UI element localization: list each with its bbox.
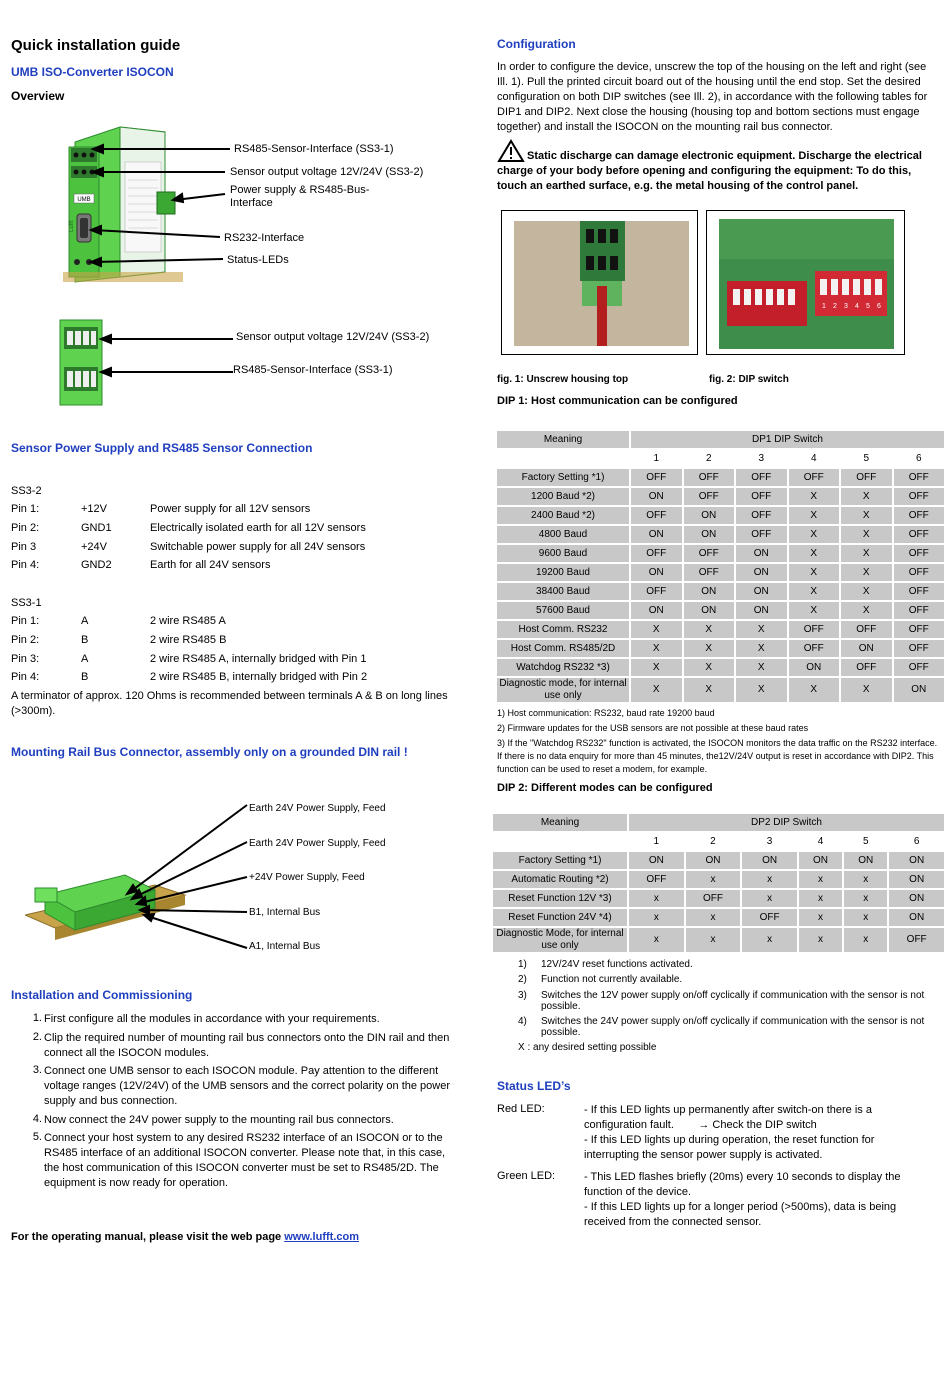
dip1-value-cell: X: [736, 640, 787, 657]
green-led-text-1: - This LED flashes briefly (20ms) every 10 seconds to display the function of the device.: [584, 1171, 901, 1198]
dip1-value-cell: X: [789, 564, 840, 581]
dip1-value-cell: X: [841, 602, 892, 619]
dip2-value-cell: x: [799, 871, 842, 888]
dip2-value-cell: ON: [799, 852, 842, 869]
dip2-value-cell: ON: [889, 890, 944, 907]
callout-connector-voltage: Sensor output voltage 12V/24V (SS3-2): [236, 331, 430, 343]
dip2-value-cell: x: [799, 928, 842, 952]
connector-illustration: [55, 315, 255, 410]
dip1-meaning-cell: 57600 Baud: [497, 602, 629, 619]
dip1-value-cell: X: [789, 526, 840, 543]
dip1-value-cell: ON: [684, 602, 735, 619]
dip1-table: [495, 429, 946, 704]
dip1-value-cell: OFF: [631, 583, 682, 600]
dip1-row: [497, 469, 944, 486]
dip1-meaning-cell: Watchdog RS232 *3): [497, 659, 629, 676]
dip1-value-cell: X: [631, 640, 682, 657]
dip1-value-cell: X: [841, 583, 892, 600]
pin-row: Pin 3: A 2 wire RS485 A, internally bridged with Pin 1: [11, 653, 367, 665]
dip1-value-cell: OFF: [789, 640, 840, 657]
dip1-value-cell: ON: [631, 526, 682, 543]
install-section-title: Installation and Commissioning: [11, 988, 193, 1002]
svg-text:1: 1: [822, 303, 826, 310]
fig2-photo: [706, 210, 905, 355]
arrow-right-icon: →: [698, 1119, 710, 1131]
dip1-value-cell: ON: [894, 678, 945, 702]
dip1-value-cell: OFF: [894, 545, 945, 562]
dip1-value-cell: ON: [631, 488, 682, 505]
dip1-column-row: 1 2 3 4 5 6: [653, 452, 922, 464]
status-section-title: Status LED’s: [497, 1079, 571, 1093]
dip1-value-cell: OFF: [894, 583, 945, 600]
dip1-value-cell: X: [841, 545, 892, 562]
dip2-value-cell: x: [742, 890, 797, 907]
dip2-meaning-cell: Reset Function 12V *3): [493, 890, 627, 907]
svg-text:2: 2: [833, 303, 837, 310]
rail-callout-b1: B1, Internal Bus: [249, 907, 321, 918]
dip2-value-cell: x: [686, 928, 741, 952]
dip1-value-cell: ON: [631, 564, 682, 581]
dip2-value-cell: x: [742, 871, 797, 888]
dip1-note: 3) If the "Watchdog RS232" function is activated, the ISOCON monitors the data traffic on the RS232 interface. If there is no data enquiry for more than 45 minutes, the12V/24V output is reset in accordance with DIP2. This function can be used to reset a modem, for example.: [497, 738, 938, 774]
dip1-switch-header: DP1 DIP Switch: [631, 431, 944, 448]
dip1-value-cell: ON: [736, 583, 787, 600]
rail-callout-earth-2: Earth 24V Power Supply, Feed: [249, 838, 386, 849]
dip1-row: [497, 640, 944, 657]
callout-rs485-sensor: RS485-Sensor-Interface (SS3-1): [234, 143, 394, 155]
dip1-row: [497, 659, 944, 676]
callout-sensor-voltage: Sensor output voltage 12V/24V (SS3-2): [230, 166, 424, 178]
dip2-switch-header: DP2 DIP Switch: [629, 814, 944, 831]
dip1-value-cell: OFF: [789, 469, 840, 486]
dip2-value-cell: x: [844, 871, 887, 888]
dip1-value-cell: OFF: [684, 545, 735, 562]
dip2-header-row: [493, 814, 944, 831]
dip2-value-cell: ON: [889, 871, 944, 888]
dip2-row: [493, 871, 944, 888]
dip1-row: [497, 678, 944, 702]
dip1-value-cell: ON: [841, 640, 892, 657]
dip2-value-cell: OFF: [742, 909, 797, 926]
dip1-row: [497, 602, 944, 619]
dip1-value-cell: X: [841, 488, 892, 505]
svg-text:5: 5: [866, 303, 870, 310]
config-body: In order to configure the device, unscrew the top of the housing on the left and right (see Ill. 1). Pull the printed circuit board out of the housing until the end stop. Set the desired configuration on both DIP switches (see Ill. 2), in accordance with the following tables for DIP1 and DIP2. Next close the housing (housing top and bottom sections must engage together) and install the ISOCON on the mounting rail bus connector.: [497, 61, 928, 133]
ss32-label: SS3-2: [11, 485, 42, 497]
dip1-value-cell: X: [684, 640, 735, 657]
dip2-value-cell: x: [629, 909, 684, 926]
dip1-value-cell: OFF: [631, 545, 682, 562]
pin-row: Pin 1: A 2 wire RS485 A: [11, 615, 226, 627]
dip1-value-cell: X: [631, 621, 682, 638]
dip1-value-cell: ON: [736, 564, 787, 581]
dip1-value-cell: ON: [631, 602, 682, 619]
install-step: 4. Now connect the 24V power supply to the mounting rail bus connectors.: [32, 1113, 394, 1126]
svg-text:4: 4: [855, 303, 859, 310]
dip1-value-cell: OFF: [841, 659, 892, 676]
svg-text:3: 3: [844, 303, 848, 310]
dip2-heading: DIP 2: Different modes can be configured: [497, 782, 713, 794]
dip2-value-cell: OFF: [889, 928, 944, 952]
install-step: 2. Clip the required number of mounting rail bus connectors onto the DIN rail and then connect all the ISOCON modules.: [32, 1031, 450, 1059]
callout-status-leds: Status-LEDs: [227, 254, 289, 266]
dip1-value-cell: OFF: [894, 564, 945, 581]
terminator-note: A terminator of approx. 120 Ohms is recommended between terminals A & B on long lines (>300m).: [11, 690, 448, 717]
dip1-value-cell: X: [841, 526, 892, 543]
dip1-value-cell: OFF: [736, 488, 787, 505]
overview-heading: Overview: [11, 89, 65, 103]
dip1-value-cell: X: [789, 507, 840, 524]
rail-section-title: Mounting Rail Bus Connector, assembly only on a grounded DIN rail !: [11, 745, 408, 759]
dip1-value-cell: X: [789, 678, 840, 702]
dip2-value-cell: x: [686, 909, 741, 926]
warning-text: Static discharge can damage electronic equipment. Discharge the electrical charge of your body before opening and configuring the equipment: To do this, touch an earthed surface, e.g. the metal housing of the control panel.: [497, 150, 922, 192]
dip1-meaning-cell: 19200 Baud: [497, 564, 629, 581]
fig1-caption: fig. 1: Unscrew housing top: [497, 374, 629, 385]
dip1-value-cell: OFF: [894, 526, 945, 543]
dip1-value-cell: OFF: [894, 469, 945, 486]
dip1-header-row: [497, 431, 944, 448]
rail-callout-a1: A1, Internal Bus: [249, 941, 321, 952]
dip2-value-cell: OFF: [629, 871, 684, 888]
pin-row: Pin 3 +24V Switchable power supply for all 24V sensors: [11, 541, 366, 553]
red-led-label: Red LED:: [497, 1103, 545, 1115]
dip1-meaning-cell: 1200 Baud *2): [497, 488, 629, 505]
dip2-meaning-header: Meaning: [493, 814, 627, 831]
red-led-text-1: - If this LED lights up permanently after switch-on there is a configuration fault. → Check the DIP switch: [584, 1104, 872, 1131]
dip1-value-cell: OFF: [631, 507, 682, 524]
dip2-meaning-cell: Factory Setting *1): [493, 852, 627, 869]
rail-bus-connector-illustration: [25, 800, 255, 975]
dip1-note: 1) Host communication: RS232, baud rate 19200 baud: [497, 708, 715, 718]
dip2-column-row: 1 2 3 4 5 6: [653, 835, 920, 847]
dip2-value-cell: x: [799, 909, 842, 926]
dip1-heading: DIP 1: Host communication can be configured: [497, 395, 738, 407]
pin-row: Pin 2: GND1 Electrically isolated earth for all 12V sensors: [11, 522, 366, 534]
dip1-value-cell: OFF: [894, 640, 945, 657]
dip2-value-cell: x: [629, 928, 684, 952]
svg-text:6: 6: [877, 303, 881, 310]
dip2-meaning-cell: Automatic Routing *2): [493, 871, 627, 888]
dip2-value-cell: x: [742, 928, 797, 952]
dip1-row: [497, 545, 944, 562]
dip1-meaning-cell: Host Comm. RS485/2D: [497, 640, 629, 657]
dip2-value-cell: x: [686, 871, 741, 888]
install-step: 3. Connect one UMB sensor to each ISOCON module. Pay attention to the different voltage ranges (12V/24V) of the UMB sensors and the correct polarity on the power supply and bus connection.: [32, 1064, 450, 1107]
dip1-value-cell: ON: [789, 659, 840, 676]
green-led-label: Green LED:: [497, 1170, 556, 1182]
dip1-value-cell: ON: [684, 507, 735, 524]
dip1-value-cell: OFF: [789, 621, 840, 638]
dip1-meaning-cell: Diagnostic mode, for internal use only: [497, 678, 629, 702]
dip2-value-cell: OFF: [686, 890, 741, 907]
dip1-value-cell: X: [841, 564, 892, 581]
dip2-row: [493, 928, 944, 952]
dip2-meaning-cell: Diagnostic Mode, for internal use only: [493, 928, 627, 952]
dip2-value-cell: ON: [742, 852, 797, 869]
dip1-meaning-cell: 4800 Baud: [497, 526, 629, 543]
dip1-value-cell: X: [789, 545, 840, 562]
pin-row: Pin 4: B 2 wire RS485 B, internally bridged with Pin 2: [11, 671, 368, 683]
lufft-website-link[interactable]: www.lufft.com: [284, 1231, 359, 1243]
dip1-value-cell: X: [841, 678, 892, 702]
dip1-row: [497, 621, 944, 638]
dip2-row: [493, 852, 944, 869]
dip1-value-cell: OFF: [684, 564, 735, 581]
green-led-text-2: - If this LED lights up for a longer period (>500ms), data is being received from the connected sensor.: [584, 1201, 897, 1228]
dip1-value-cell: OFF: [841, 621, 892, 638]
dip1-value-cell: X: [736, 678, 787, 702]
product-subtitle: UMB ISO-Converter ISOCON: [11, 65, 174, 79]
dip1-value-cell: OFF: [736, 507, 787, 524]
dip1-value-cell: X: [736, 621, 787, 638]
dip1-meaning-cell: 2400 Baud *2): [497, 507, 629, 524]
dip1-row: [497, 583, 944, 600]
dip2-table: [491, 812, 946, 954]
rail-callout-earth-1: Earth 24V Power Supply, Feed: [249, 803, 386, 814]
config-section-title: Configuration: [497, 37, 576, 51]
dip2-value-cell: x: [799, 890, 842, 907]
dip1-value-cell: OFF: [894, 488, 945, 505]
dip1-value-cell: ON: [684, 526, 735, 543]
pin-row: Pin 2: B 2 wire RS485 B: [11, 634, 227, 646]
svg-text:Lufft: Lufft: [69, 220, 75, 232]
install-step: 1. First configure all the modules in accordance with your requirements.: [32, 1012, 380, 1025]
dip2-value-cell: ON: [889, 909, 944, 926]
sensor-section-title: Sensor Power Supply and RS485 Sensor Connection: [11, 441, 313, 455]
dip1-meaning-cell: Factory Setting *1): [497, 469, 629, 486]
dip2-value-cell: ON: [844, 852, 887, 869]
dip1-row: [497, 507, 944, 524]
dip1-row: [497, 564, 944, 581]
dip1-value-cell: X: [841, 507, 892, 524]
dip1-row: [497, 526, 944, 543]
dip1-value-cell: OFF: [894, 507, 945, 524]
dip1-value-cell: X: [684, 621, 735, 638]
dip1-meaning-cell: 9600 Baud: [497, 545, 629, 562]
callout-connector-rs485: RS485-Sensor-Interface (SS3-1): [233, 364, 393, 376]
dip2-value-cell: x: [844, 909, 887, 926]
dip1-value-cell: OFF: [736, 469, 787, 486]
install-step: 5. Connect your host system to any desired RS232 interface of an ISOCON or to the RS485 interface of an additional ISOCON converter. Please note that, in this case, the host communication of this ISOCON converter must be set to RS485/2D. The equipment is now ready for operation.: [32, 1131, 446, 1189]
callout-rs232: RS232-Interface: [224, 232, 305, 244]
dip1-value-cell: X: [684, 678, 735, 702]
dip2-value-cell: x: [844, 928, 887, 952]
dip1-meaning-cell: Host Comm. RS232: [497, 621, 629, 638]
dip1-value-cell: X: [789, 488, 840, 505]
dip1-meaning-cell: 38400 Baud: [497, 583, 629, 600]
dip1-value-cell: OFF: [894, 602, 945, 619]
dip1-value-cell: ON: [736, 602, 787, 619]
dip1-value-cell: X: [789, 602, 840, 619]
dip1-value-cell: X: [631, 678, 682, 702]
svg-text:UMB: UMB: [77, 197, 91, 203]
dip2-value-cell: x: [629, 890, 684, 907]
dip1-value-cell: X: [736, 659, 787, 676]
rail-callout-24v: +24V Power Supply, Feed: [249, 872, 365, 883]
dip2-row: [493, 890, 944, 907]
fig2-caption: fig. 2: DIP switch: [709, 374, 789, 385]
dip2-meaning-cell: Reset Function 24V *4): [493, 909, 627, 926]
dip1-value-cell: OFF: [841, 469, 892, 486]
red-led-text-2: - If this LED lights up during operation, the reset function for interrupting the sensor power supply is activated.: [584, 1134, 875, 1161]
dip1-value-cell: X: [684, 659, 735, 676]
dip1-value-cell: ON: [684, 583, 735, 600]
dip1-value-cell: OFF: [684, 469, 735, 486]
ss31-label: SS3-1: [11, 597, 42, 609]
dip1-value-cell: OFF: [684, 488, 735, 505]
dip1-row: [497, 488, 944, 505]
dip2-value-cell: x: [844, 890, 887, 907]
dip1-value-cell: X: [789, 583, 840, 600]
footer-note: For the operating manual, please visit the web page www.lufft.com: [11, 1231, 359, 1243]
dip2-value-cell: ON: [686, 852, 741, 869]
dip2-value-cell: ON: [889, 852, 944, 869]
dip1-value-cell: OFF: [631, 469, 682, 486]
dip1-value-cell: ON: [736, 545, 787, 562]
fig1-photo: [501, 210, 698, 355]
pin-row: Pin 4: GND2 Earth for all 24V sensors: [11, 559, 271, 571]
dip2-value-cell: ON: [629, 852, 684, 869]
dip1-value-cell: X: [631, 659, 682, 676]
dip1-value-cell: OFF: [736, 526, 787, 543]
dip1-value-cell: OFF: [894, 659, 945, 676]
dip1-meaning-header: Meaning: [497, 431, 629, 448]
pin-row: Pin 1: +12V Power supply for all 12V sensors: [11, 503, 311, 515]
page-title: Quick installation guide: [11, 37, 181, 54]
callout-power-supply: Power supply & RS485-Bus- Interface: [230, 184, 370, 209]
dip1-note: 2) Firmware updates for the USB sensors are not possible at these baud rates: [497, 723, 809, 733]
dip1-value-cell: OFF: [894, 621, 945, 638]
dip2-row: [493, 909, 944, 926]
dip1-notes: [497, 707, 942, 776]
